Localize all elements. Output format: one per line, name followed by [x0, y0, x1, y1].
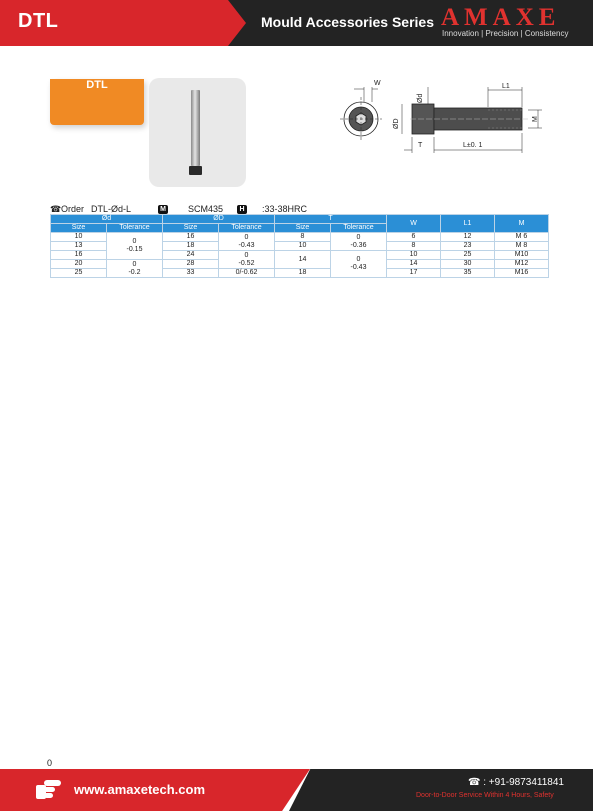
cell-l1: 30 — [441, 260, 495, 269]
cell-t-tolerance: 0 -0.43 — [331, 251, 387, 278]
product-tag-label: DTL — [86, 79, 108, 91]
drawing-label-d-small: Ød — [417, 93, 424, 103]
hardness-badge-icon: H — [237, 205, 247, 214]
cell-m: M16 — [495, 269, 549, 278]
cell-w: 8 — [387, 242, 441, 251]
col-w: W — [387, 215, 441, 233]
col-m: M — [495, 215, 549, 233]
cell-w: 14 — [387, 260, 441, 269]
cell-t-size: 18 — [275, 269, 331, 278]
page-number: 0 — [47, 758, 53, 768]
product-tag — [50, 79, 144, 125]
phone-number[interactable] — [468, 777, 564, 788]
table-group-header — [51, 215, 549, 224]
sub-d-tolerance: Tolerance — [107, 224, 163, 233]
material-badge-icon: M — [158, 205, 168, 214]
drawing-label-d-big: ØD — [393, 118, 400, 129]
cell-d-size: 10 — [51, 233, 107, 242]
page-title: DTL — [18, 10, 59, 32]
cell-D-size: 33 — [163, 269, 219, 278]
website-link[interactable]: www.amaxetech.com — [74, 782, 206, 797]
cell-t-size: 10 — [275, 242, 331, 251]
cell-d-size: 25 — [51, 269, 107, 278]
spec-table — [50, 214, 549, 278]
col-group-t: T — [275, 215, 387, 224]
sub-t-size: Size — [275, 224, 331, 233]
cell-m: M12 — [495, 260, 549, 269]
col-group-d-big: ØD — [163, 215, 275, 224]
cell-w: 6 — [387, 233, 441, 242]
cell-d-size: 16 — [51, 251, 107, 260]
service-note: Door-to-Door Service Within 4 Hours, Safety — [416, 792, 554, 799]
drawing-label-l: L±0. 1 — [463, 142, 483, 149]
cell-D-tolerance: 0 -0.52 — [219, 251, 275, 269]
sub-d-size: Size — [51, 224, 107, 233]
cell-l1: 12 — [441, 233, 495, 242]
cell-D-size: 24 — [163, 251, 219, 260]
drawing-label-l1: L1 — [502, 83, 510, 90]
brand-tagline: Innovation | Precision | Consistency — [442, 29, 569, 38]
drawing-label-t: T — [418, 142, 423, 149]
col-group-d-small: Ød — [51, 215, 163, 224]
cell-l1: 23 — [441, 242, 495, 251]
cell-l1: 25 — [441, 251, 495, 260]
cell-D-size: 18 — [163, 242, 219, 251]
cell-w: 17 — [387, 269, 441, 278]
phone-number-text: : +91-9873411841 — [483, 777, 564, 788]
sub-D-tolerance: Tolerance — [219, 224, 275, 233]
col-l1: L1 — [441, 215, 495, 233]
cell-D-tolerance: 0/-0.62 — [219, 269, 275, 278]
cell-d-size: 20 — [51, 260, 107, 269]
drawing-label-m: M — [532, 116, 539, 122]
phone-order-icon: ☎ — [50, 204, 62, 214]
cell-t-tolerance: 0 -0.36 — [331, 233, 387, 251]
cell-m: M 6 — [495, 233, 549, 242]
cell-l1: 35 — [441, 269, 495, 278]
hardness-value: :33-38HRC — [262, 204, 308, 214]
cell-D-size: 28 — [163, 260, 219, 269]
product-photo — [149, 78, 246, 187]
pointing-hand-icon — [33, 775, 63, 803]
brand-logo: AMAXE — [441, 4, 561, 31]
order-code: DTL-Ød-L — [91, 204, 132, 214]
cell-D-tolerance: 0 -0.43 — [219, 233, 275, 251]
cell-t-size: 14 — [275, 251, 331, 269]
drawing-label-w: W — [374, 80, 381, 87]
phone-icon: ☎ — [468, 777, 481, 788]
cell-m: M10 — [495, 251, 549, 260]
footer-dark-bar — [289, 769, 593, 811]
cell-t-size: 8 — [275, 233, 331, 242]
cell-D-size: 16 — [163, 233, 219, 242]
order-label: Order — [61, 204, 85, 214]
table-row — [51, 233, 549, 242]
cell-d-tolerance: 0 -0.2 — [107, 260, 163, 278]
ejector-pin-image — [149, 78, 246, 187]
cell-d-size: 13 — [51, 242, 107, 251]
sub-t-tolerance: Tolerance — [331, 224, 387, 233]
cell-d-tolerance: 0 -0.15 — [107, 233, 163, 260]
series-title: Mould Accessories Series — [261, 14, 435, 30]
technical-drawing — [338, 77, 548, 167]
sub-D-size: Size — [163, 224, 219, 233]
cell-w: 10 — [387, 251, 441, 260]
material-value: SCM435 — [188, 204, 224, 214]
cell-m: M 8 — [495, 242, 549, 251]
